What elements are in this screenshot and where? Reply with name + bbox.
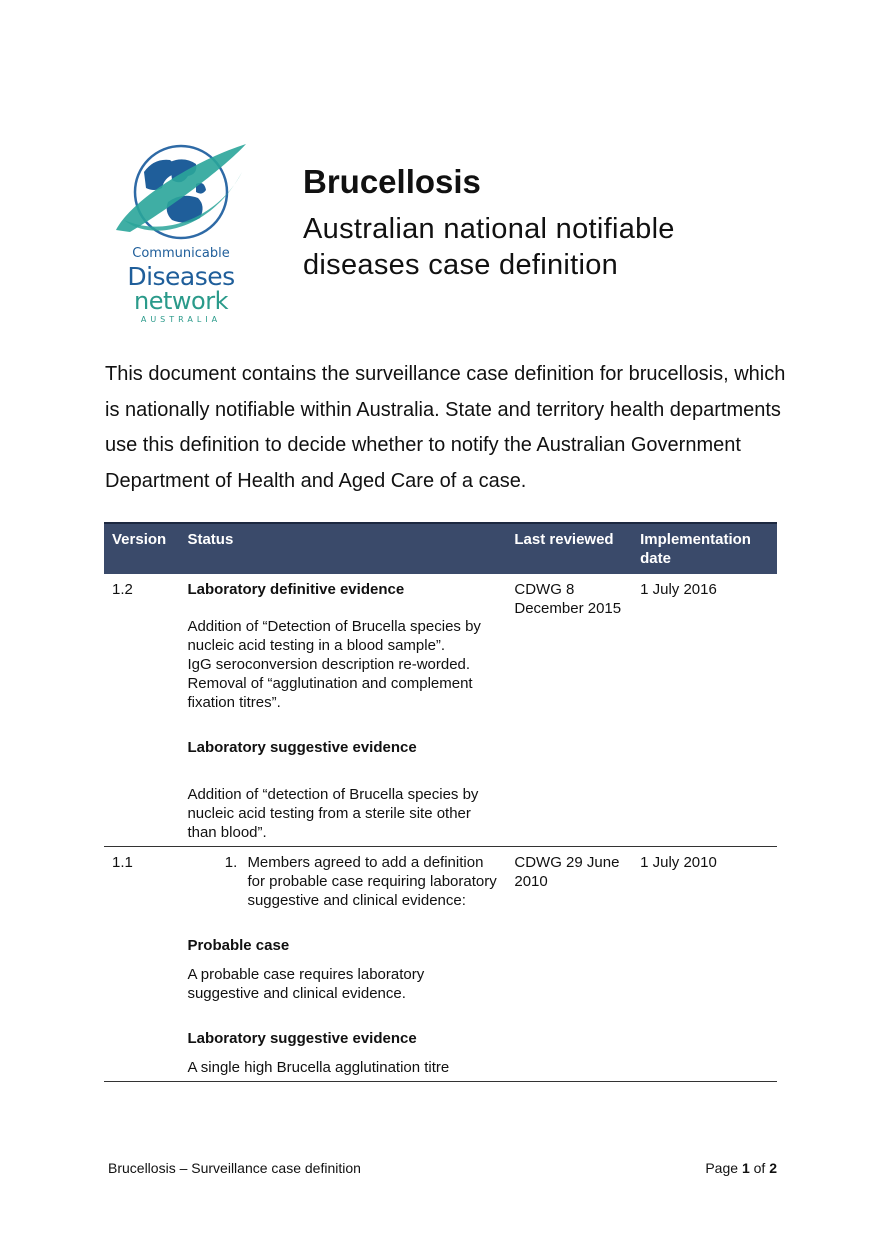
logo-line-diseases: Diseases <box>127 262 235 291</box>
page-of: of <box>749 1160 770 1176</box>
logo-line-australia: AUSTRALIA <box>140 315 222 324</box>
status-text: IgG seroconversion description re-worded. <box>187 656 471 673</box>
status-heading: Laboratory definitive evidence <box>187 581 405 598</box>
footer-document-title: Brucellosis – Surveillance case definition <box>108 1160 361 1176</box>
version-history-table <box>104 522 777 1082</box>
page-prefix: Page <box>705 1160 742 1176</box>
row-last-reviewed: CDWG 8 December 2015 <box>506 574 632 847</box>
list-item: 1. Members agreed to add a definition for probable case requiring laboratory suggestive and clinical evidence: <box>241 853 498 910</box>
table-row <box>104 847 777 1082</box>
row-status <box>179 847 506 1082</box>
logo-line-network: network <box>134 287 228 315</box>
table-row <box>104 574 777 847</box>
logo-line-communicable: Communicable <box>132 246 230 261</box>
row-version: 1.2 <box>104 574 179 847</box>
row-version: 1.1 <box>104 847 179 1082</box>
page-title: Brucellosis <box>303 163 481 200</box>
header-implementation-date: Implementation date <box>632 523 777 574</box>
row-status <box>179 574 506 847</box>
row-last-reviewed: CDWG 29 June 2010 <box>506 847 632 1082</box>
status-text: Removal of “agglutination and complement fixation titres”. <box>187 675 473 711</box>
status-heading: Laboratory suggestive evidence <box>187 1030 417 1047</box>
subtitle-line-2: diseases case definition <box>303 249 619 281</box>
status-text: A probable case requires laboratory suggestive and clinical evidence. <box>187 966 425 1002</box>
status-heading: Laboratory suggestive evidence <box>187 739 417 756</box>
page-subtitle <box>303 211 675 283</box>
status-text: A single high Brucella agglutination titre <box>187 1059 450 1076</box>
status-text: Addition of “detection of Brucella species by nucleic acid testing from a sterile site other than blood”. <box>187 786 479 841</box>
cdna-logo <box>110 132 252 328</box>
footer-page-number <box>705 1160 777 1176</box>
page-current: 1 <box>741 1160 750 1176</box>
globe-icon <box>110 132 252 250</box>
header-version: Version <box>104 523 179 574</box>
page-total: 2 <box>769 1160 777 1176</box>
header-last-reviewed: Last reviewed <box>506 523 632 574</box>
status-list <box>187 853 498 910</box>
row-implementation-date: 1 July 2010 <box>632 847 777 1082</box>
subtitle-line-1: Australian national notifiable <box>303 213 675 245</box>
status-heading: Probable case <box>187 937 290 954</box>
header-status: Status <box>179 523 506 574</box>
table-header-row <box>104 523 777 574</box>
intro-paragraph: This document contains the surveillance case definition for brucellosis, which is nationally notifiable within Australia. State and territory health departments use this definition to decide whether to notify the Australian Government Department of Health and Aged Care of a case. <box>105 363 786 492</box>
row-implementation-date: 1 July 2016 <box>632 574 777 847</box>
status-text: Addition of “Detection of Brucella species by nucleic acid testing in a blood sample”. <box>187 618 481 654</box>
